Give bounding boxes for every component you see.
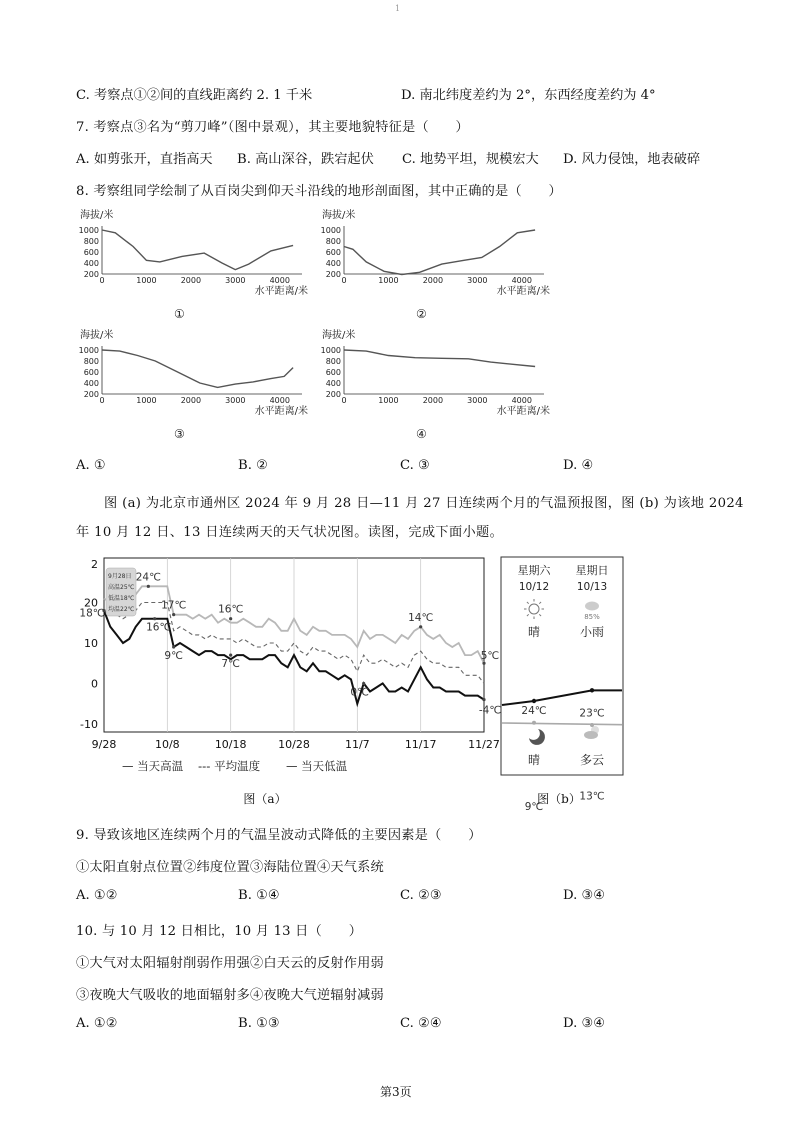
y-tick-label: 2 bbox=[91, 558, 98, 572]
profile-xlabel: 水平距离/米 bbox=[496, 406, 550, 417]
profile-xtick: 4000 bbox=[269, 396, 290, 405]
profile-ytick: 600 bbox=[325, 368, 341, 377]
low-temp-dot bbox=[590, 688, 594, 692]
profile-label: ② bbox=[416, 307, 427, 321]
y-tick-label: 20 bbox=[84, 596, 98, 610]
profile-xtick: 3000 bbox=[225, 276, 246, 285]
q6-option-c[interactable]: C. 考察点①②间的直线距离约 2. 1 千米 bbox=[76, 88, 313, 103]
profile-xtick: 2000 bbox=[422, 276, 444, 285]
day-weather: 小雨 bbox=[579, 625, 605, 639]
profile-ylabel: 海拔/米 bbox=[80, 210, 114, 221]
low-temp-label: 9℃ bbox=[524, 801, 544, 813]
annotation-label: 18℃ bbox=[79, 607, 105, 620]
profile-ytick: 800 bbox=[83, 357, 99, 366]
q6-option-d[interactable]: D. 南北纬度差约为 2°，东西经度差约为 4° bbox=[401, 88, 656, 103]
q9-choices: ①太阳直射点位置②纬度位置③海陆位置④天气系统 bbox=[76, 860, 384, 875]
q8-option-d[interactable]: D. ④ bbox=[563, 458, 594, 473]
annotation-label: 24℃ bbox=[135, 571, 161, 584]
y-tick-label: 10 bbox=[84, 636, 98, 650]
profile-ytick: 400 bbox=[83, 259, 99, 268]
profile-line bbox=[344, 230, 535, 275]
x-tick-label: 10/18 bbox=[214, 738, 247, 751]
tooltip-box bbox=[106, 568, 136, 616]
low-temp-label: 13℃ bbox=[579, 790, 605, 803]
profile-xtick: 3000 bbox=[467, 396, 488, 405]
high-temp-label: 24℃ bbox=[521, 705, 547, 717]
profile-xlabel: 水平距离/米 bbox=[496, 286, 550, 297]
q9-option-a[interactable]: A. ①② bbox=[76, 888, 118, 903]
profile-chart-1 bbox=[76, 206, 316, 326]
profile-ytick: 400 bbox=[325, 259, 341, 268]
annotation-dot bbox=[419, 625, 422, 628]
day-weekday: 星期六 bbox=[517, 564, 551, 577]
profile-chart-2 bbox=[318, 206, 558, 326]
q9-stem: 9. 导致该地区连续两个月的气温呈波动式降低的主要因素是（ ） bbox=[76, 828, 482, 843]
annotation-label: 16℃ bbox=[146, 621, 172, 634]
y-tick-label: 0 bbox=[91, 677, 98, 691]
q7-option-b[interactable]: B. 高山深谷，跌宕起伏 bbox=[237, 152, 374, 167]
profile-xtick: 4000 bbox=[269, 276, 290, 285]
page-number: 第3页 bbox=[380, 1085, 412, 1099]
profile-xtick: 3000 bbox=[467, 276, 488, 285]
q7-option-c[interactable]: C. 地势平坦，规模宏大 bbox=[402, 152, 539, 167]
x-tick-label: 11/7 bbox=[344, 738, 370, 751]
profile-chart-4 bbox=[318, 326, 558, 446]
profile-ytick: 1000 bbox=[320, 346, 341, 355]
annotation-label: 0℃ bbox=[350, 686, 369, 699]
profile-ytick: 600 bbox=[83, 368, 99, 377]
profile-xtick: 0 bbox=[99, 276, 105, 285]
profile-xtick: 1000 bbox=[136, 276, 157, 285]
x-tick-label: 11/27 bbox=[468, 738, 500, 751]
annotation-label: 7℃ bbox=[221, 658, 240, 671]
q9-option-b[interactable]: B. ①④ bbox=[238, 888, 280, 903]
profile-line bbox=[344, 350, 535, 367]
x-tick-label: 10/8 bbox=[154, 738, 180, 751]
q8-option-c[interactable]: C. ③ bbox=[400, 458, 430, 473]
high-temp-label: 23℃ bbox=[579, 707, 605, 720]
annotation-label: 14℃ bbox=[408, 611, 434, 624]
legend-item-3: — 当天低温 bbox=[286, 759, 348, 773]
q9-option-c[interactable]: C. ②③ bbox=[400, 888, 442, 903]
annotation-dot bbox=[362, 682, 365, 685]
profile-chart-3 bbox=[76, 326, 316, 446]
tooltip-line: 9月28日 bbox=[108, 573, 132, 580]
header-mark: 1 bbox=[395, 4, 401, 13]
legend-item-2: --- 平均温度 bbox=[198, 759, 261, 773]
fig-a-caption: 图（a） bbox=[243, 792, 287, 806]
profile-xtick: 2000 bbox=[422, 396, 444, 405]
profile-ytick: 800 bbox=[325, 237, 341, 246]
q9-option-d[interactable]: D. ③④ bbox=[563, 888, 606, 903]
profile-ytick: 800 bbox=[83, 237, 99, 246]
profile-xtick: 4000 bbox=[511, 276, 532, 285]
q10-option-c[interactable]: C. ②④ bbox=[400, 1016, 442, 1031]
tooltip-line: 低温18℃ bbox=[108, 595, 135, 602]
legend-item-1: — 当天高温 bbox=[122, 759, 184, 773]
q10-option-b[interactable]: B. ①③ bbox=[238, 1016, 280, 1031]
annotation-label: -4℃ bbox=[478, 704, 502, 717]
profile-ytick: 600 bbox=[325, 248, 341, 257]
profile-xtick: 1000 bbox=[136, 396, 157, 405]
rain-probability: 85% bbox=[584, 613, 600, 621]
q8-stem: 8. 考察组同学绘制了从百岗尖到仰天斗沿线的地形剖面图，其中正确的是（ ） bbox=[76, 184, 562, 199]
annotation-label: 9℃ bbox=[164, 650, 183, 663]
annotation-label: 16℃ bbox=[218, 603, 244, 616]
q8-option-a[interactable]: A. ① bbox=[76, 458, 106, 473]
profile-ylabel: 海拔/米 bbox=[80, 330, 114, 341]
profile-xtick: 0 bbox=[99, 396, 105, 405]
intro-line1: 图 (a) 为北京市通州区 2024 年 9 月 28 日—11 月 27 日连续两个月的气温预报图，图 (b) 为该地 2024 bbox=[104, 496, 744, 511]
profile-ytick: 1000 bbox=[78, 226, 99, 235]
x-tick-label: 9/28 bbox=[91, 738, 117, 751]
profile-xlabel: 水平距离/米 bbox=[254, 286, 308, 297]
rain-cloud-icon bbox=[585, 602, 599, 611]
profile-ytick: 400 bbox=[325, 379, 341, 388]
x-tick-label: 10/28 bbox=[278, 738, 310, 751]
profile-ytick: 400 bbox=[83, 379, 99, 388]
high-temp-dot bbox=[532, 721, 536, 725]
annotation-label: 5℃ bbox=[480, 650, 500, 663]
q10-choices-2: ③夜晚大气吸收的地面辐射多④夜晚大气逆辐射减弱 bbox=[76, 988, 384, 1003]
q7-stem: 7. 考察点③名为“剪刀峰”（图中景观），其主要地貌特征是（ ） bbox=[76, 120, 469, 135]
tooltip-line: 均温22℃ bbox=[108, 606, 135, 613]
annotation-dot bbox=[172, 613, 175, 616]
profile-ytick: 1000 bbox=[78, 346, 99, 355]
day-weekday: 星期日 bbox=[575, 564, 609, 577]
profile-xtick: 0 bbox=[341, 276, 347, 285]
temperature-chart bbox=[70, 552, 500, 782]
annotation-dot bbox=[147, 585, 150, 588]
tooltip-line: 高温25℃ bbox=[108, 584, 135, 591]
profile-xtick: 0 bbox=[341, 396, 347, 405]
fig-b-caption: 图（b） bbox=[537, 792, 581, 806]
annotation-dot bbox=[229, 654, 232, 657]
profile-ytick: 200 bbox=[325, 270, 341, 279]
q10-option-a[interactable]: A. ①② bbox=[76, 1016, 118, 1031]
profile-xtick: 1000 bbox=[378, 396, 399, 405]
profile-ylabel: 海拔/米 bbox=[322, 330, 356, 341]
profile-ytick: 800 bbox=[325, 357, 341, 366]
profile-xtick: 2000 bbox=[180, 276, 202, 285]
annotation-dot bbox=[172, 645, 175, 648]
intro-line2: 年 10 月 12 日、13 日连续两天的天气状况图。读图，完成下面小题。 bbox=[76, 525, 504, 540]
day-date: 10/12 bbox=[518, 581, 550, 593]
profile-label: ① bbox=[174, 307, 185, 321]
day-weather: 晴 bbox=[527, 625, 541, 639]
x-tick-label: 11/17 bbox=[404, 738, 437, 751]
annotation-label: 17℃ bbox=[161, 599, 187, 612]
profile-ytick: 200 bbox=[83, 390, 99, 399]
night-weather: 多云 bbox=[579, 753, 605, 767]
q7-option-a[interactable]: A. 如剪张开，直指高天 bbox=[76, 152, 213, 167]
q10-option-d[interactable]: D. ③④ bbox=[563, 1016, 606, 1031]
high-temp-dot bbox=[590, 723, 594, 727]
profile-label: ④ bbox=[416, 427, 427, 441]
day-date: 10/13 bbox=[576, 581, 608, 593]
profile-xlabel: 水平距离/米 bbox=[254, 406, 308, 417]
profile-xtick: 4000 bbox=[511, 396, 532, 405]
q7-option-d[interactable]: D. 风力侵蚀，地表破碎 bbox=[563, 152, 701, 167]
q8-option-b[interactable]: B. ② bbox=[238, 458, 268, 473]
profile-xtick: 3000 bbox=[225, 396, 246, 405]
profile-xtick: 2000 bbox=[180, 396, 202, 405]
q10-choices-1: ①大气对太阳辐射削弱作用强②白天云的反射作用弱 bbox=[76, 956, 384, 971]
profile-ytick: 1000 bbox=[320, 226, 341, 235]
profile-label: ③ bbox=[174, 427, 185, 441]
q10-stem: 10. 与 10 月 12 日相比，10 月 13 日（ ） bbox=[76, 924, 363, 939]
annotation-dot bbox=[229, 617, 232, 620]
profile-ytick: 600 bbox=[83, 248, 99, 257]
annotation-dot bbox=[153, 617, 156, 620]
profile-xtick: 1000 bbox=[378, 276, 399, 285]
profile-ytick: 200 bbox=[83, 270, 99, 279]
y-tick-label: -10 bbox=[80, 717, 98, 731]
low-temp-dot bbox=[532, 699, 536, 703]
profile-line bbox=[102, 350, 293, 387]
profile-line bbox=[102, 230, 293, 270]
annotation-dot bbox=[482, 698, 485, 701]
profile-ytick: 200 bbox=[325, 390, 341, 399]
profile-ylabel: 海拔/米 bbox=[322, 210, 356, 221]
night-weather: 晴 bbox=[527, 753, 541, 767]
